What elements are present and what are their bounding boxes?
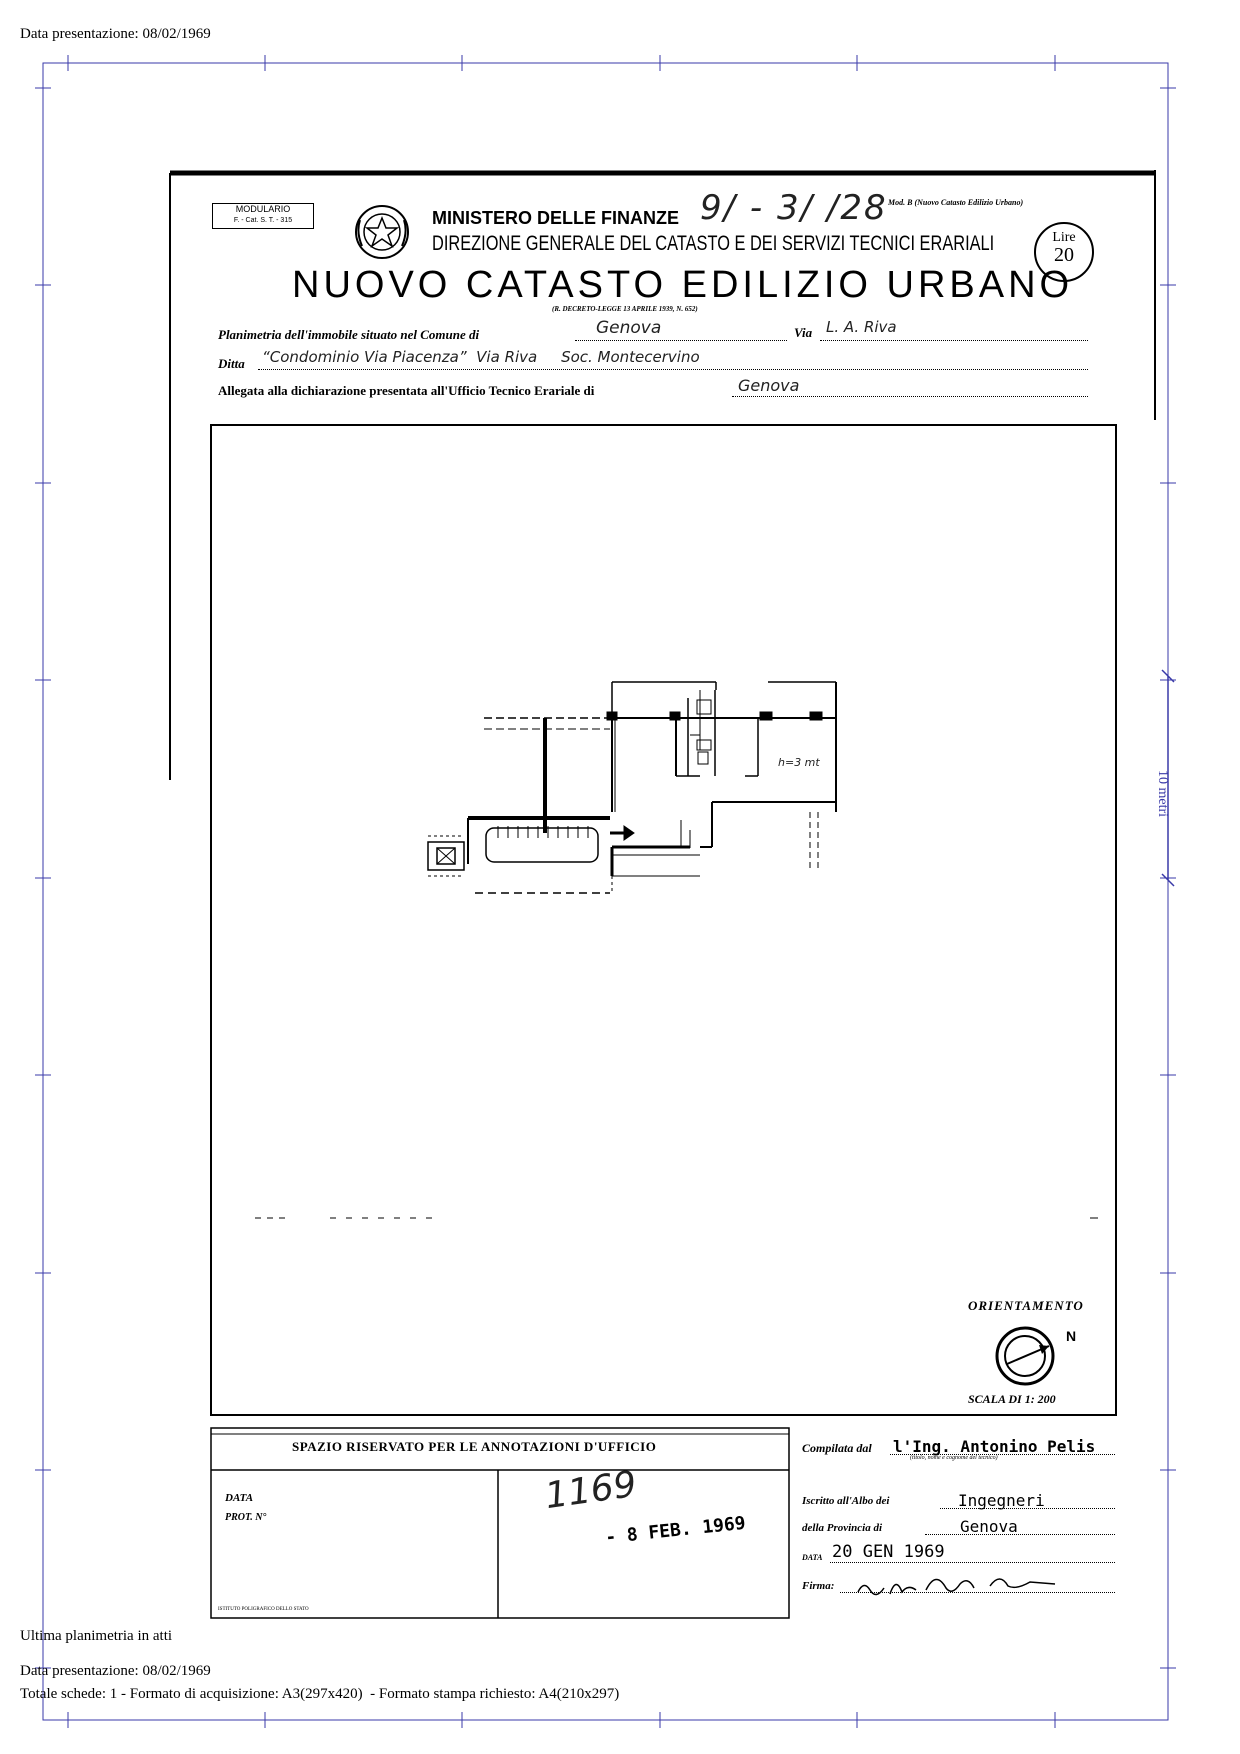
lire-label: Lire: [1052, 230, 1076, 245]
ministero-label: MINISTERO DELLE FINANZE: [432, 208, 679, 228]
spazio-riservato-label: SPAZIO RISERVATO PER LE ANNOTAZIONI D'UFFICIO: [292, 1439, 657, 1454]
data-small-label: DATA: [802, 1553, 823, 1562]
iscritto-dotline: [940, 1508, 1115, 1509]
compilata-date: 20 GEN 1969: [832, 1542, 945, 1562]
north-label: N: [1066, 1328, 1077, 1344]
firma-label: Firma:: [802, 1580, 835, 1592]
mod-b-label: Mod. B (Nuovo Catasto Edilizio Urbano): [888, 198, 1024, 207]
totale-schede: Totale schede: 1 - Formato di acquisizione: A3(297x420) - Formato stampa richiesto: A4(210x297): [20, 1686, 620, 1702]
scale-bar-label: 10 metri: [1155, 770, 1170, 818]
room-height-label: h=3 mt: [778, 756, 820, 769]
decreto-label: (R. DECRETO-LEGGE 13 APRILE 1939, N. 652): [552, 305, 698, 313]
lire-value: 20: [1054, 244, 1074, 266]
direzione-label: DIREZIONE GENERALE DEL CATASTO E DEI SERVIZI TECNICI ERARIALI: [432, 232, 995, 255]
receipt-stamp-date: - 8 FEB. 1969: [604, 1512, 747, 1549]
protocol-number: 1169: [542, 1463, 640, 1518]
provincia-dotline: [925, 1534, 1115, 1535]
via-label: Via: [794, 325, 813, 340]
compilata-note: (titolo, nome e cognome del tecnico): [910, 1455, 998, 1461]
compass-icon: [995, 1322, 1075, 1390]
allegata-label: Allegata alla dichiarazione presentata all'Ufficio Tecnico Erariale di: [218, 383, 595, 398]
scala-label: SCALA DI 1: 200: [968, 1392, 1056, 1406]
ditta-value: “Condominio Via Piacenza” Via Riva Soc. Montecervino: [262, 348, 700, 366]
istituto-label: ISTITUTO POLIGRAFICO DELLO STATO: [218, 1607, 309, 1612]
compilata-label: Compilata dal: [802, 1441, 872, 1455]
form-title: NUOVO CATASTO EDILIZIO URBANO: [292, 264, 1074, 306]
modulario-label: MODULARIO: [235, 204, 291, 214]
provincia-label: della Provincia di: [802, 1522, 883, 1534]
signature-icon: [850, 1566, 1060, 1602]
modulario-code: F. - Cat. S. T. - 315: [233, 217, 293, 224]
iscritto-label: Iscritto all'Albo dei: [802, 1495, 890, 1507]
allegata-value: Genova: [738, 376, 800, 395]
handwritten-number: 9/ - 3/ /28: [700, 188, 888, 228]
prot-label: PROT. N°: [225, 1512, 267, 1523]
compilata-value: l'Ing. Antonino Pelis: [893, 1437, 1096, 1456]
comune-value: Genova: [596, 318, 662, 338]
via-value: L. A. Riva: [826, 318, 897, 336]
data-dotline: [830, 1562, 1115, 1563]
iscritto-value: Ingegneri: [958, 1491, 1045, 1510]
data-presentazione-top: Data presentazione: 08/02/1969: [20, 26, 211, 42]
planimetria-label: Planimetria dell'immobile situato nel Comune di: [218, 327, 480, 342]
ditta-label: Ditta: [218, 356, 245, 371]
compilata-dotline: [890, 1454, 1115, 1455]
data-presentazione-bottom: Data presentazione: 08/02/1969: [20, 1663, 211, 1679]
data-label: DATA: [225, 1492, 254, 1504]
firma-dotline: [840, 1592, 1115, 1593]
provincia-value: Genova: [960, 1517, 1018, 1536]
orientamento-label: ORIENTAMENTO: [968, 1298, 1084, 1313]
ultima-planimetria: Ultima planimetria in atti: [20, 1628, 173, 1644]
